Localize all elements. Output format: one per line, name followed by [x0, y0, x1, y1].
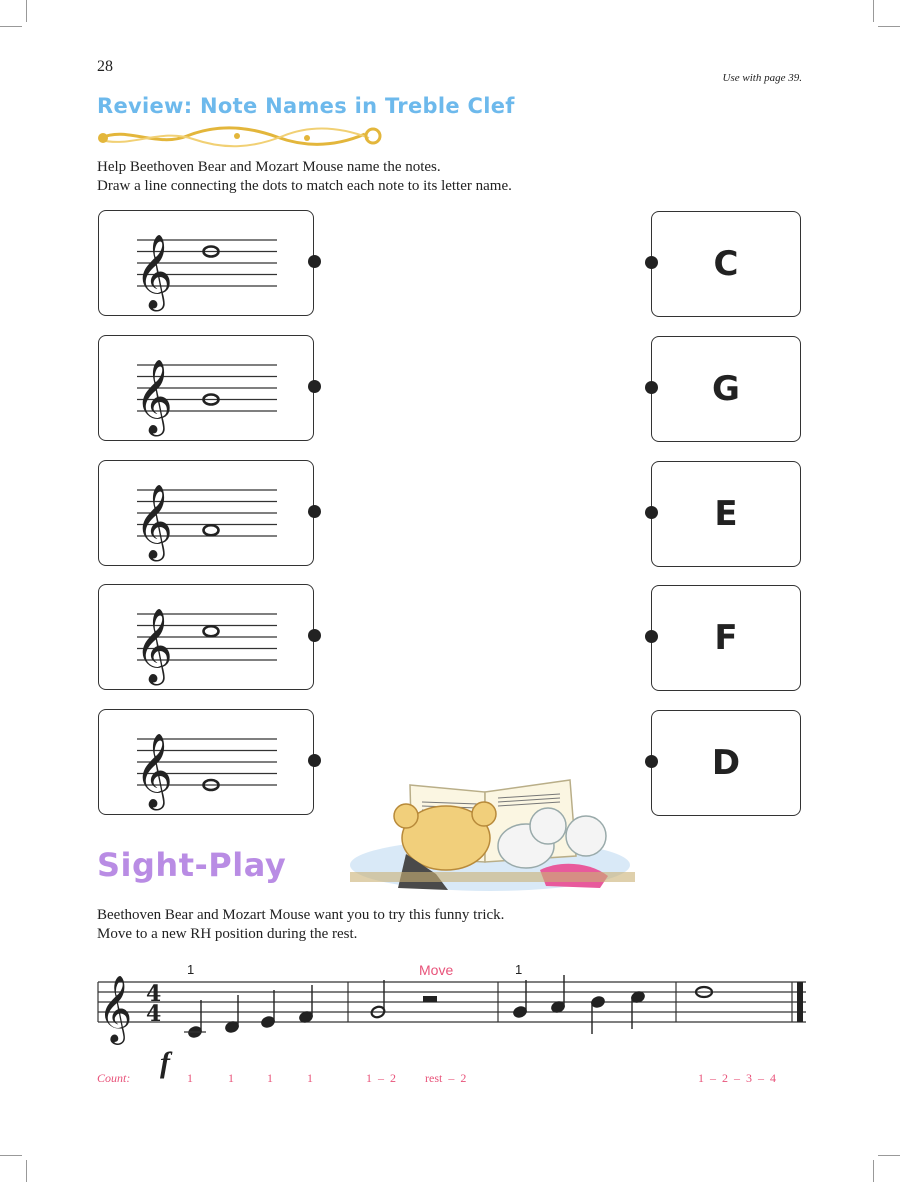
connect-dot[interactable] — [645, 630, 658, 643]
review-instructions — [97, 158, 512, 196]
final-bar-thick — [797, 982, 803, 1022]
connect-dot[interactable] — [308, 629, 321, 642]
count-beat: 1 — [267, 1071, 273, 1085]
whole-note — [204, 525, 219, 535]
crop-mark — [0, 1155, 22, 1156]
instruction-line: Beethoven Bear and Mozart Mouse want you to try this funny trick. — [97, 907, 505, 923]
crop-mark — [878, 1155, 900, 1156]
connect-dot[interactable] — [308, 380, 321, 393]
crop-mark — [878, 26, 900, 27]
whole-note — [204, 626, 219, 636]
staff-card — [98, 584, 314, 690]
staff-card — [98, 709, 314, 815]
half-rest — [423, 996, 437, 1002]
connect-dot[interactable] — [308, 505, 321, 518]
letter-card — [651, 336, 801, 442]
connect-dot[interactable] — [645, 256, 658, 269]
crop-mark — [26, 0, 27, 22]
count-beat: rest – 2 — [425, 1071, 467, 1085]
time-signature — [146, 981, 161, 1027]
letter-name: D — [711, 743, 741, 783]
staff-card — [98, 460, 314, 566]
letter-name: G — [712, 369, 740, 409]
treble-staff — [99, 461, 313, 565]
dynamic-marking: f — [160, 1046, 170, 1079]
treble-clef-icon: 𝄞 — [98, 974, 133, 1042]
treble-clef-icon: 𝄞 — [135, 734, 173, 808]
count-beat: 1 — [307, 1071, 313, 1085]
count-beat: 1 — [187, 1071, 193, 1085]
letter-card — [651, 211, 801, 317]
treble-clef-icon: 𝄞 — [135, 360, 173, 434]
svg-text:4: 4 — [146, 1001, 162, 1027]
connect-dot[interactable] — [645, 755, 658, 768]
letter-card — [651, 710, 801, 816]
sight-play-instructions — [97, 906, 504, 944]
crop-mark — [0, 26, 22, 27]
treble-staff — [99, 710, 313, 814]
page-reference: Use with page 39. — [722, 72, 802, 84]
letter-name: C — [713, 244, 739, 284]
letter-card — [651, 461, 801, 567]
treble-staff — [99, 211, 313, 315]
count-beat: 1 – 2 — [366, 1071, 396, 1085]
gold-flourish-ornament — [97, 124, 389, 150]
instruction-line: Help Beethoven Bear and Mozart Mouse name the notes. — [97, 159, 441, 175]
treble-staff — [99, 336, 313, 440]
instruction-line: Move to a new RH position during the rest. — [97, 926, 358, 942]
treble-clef-icon: 𝄞 — [135, 609, 173, 683]
svg-text:4: 4 — [146, 981, 162, 1007]
page-number: 28 — [97, 58, 113, 75]
connect-dot[interactable] — [308, 754, 321, 767]
count-label: Count: — [97, 1071, 131, 1085]
crop-mark — [873, 0, 874, 22]
count-beat: 1 – 2 – 3 – 4 — [698, 1071, 776, 1085]
fingering-number: 1 — [187, 962, 195, 977]
count-beat: 1 — [228, 1071, 234, 1085]
connect-dot[interactable] — [645, 506, 658, 519]
treble-clef-icon: 𝄞 — [135, 235, 173, 309]
crop-mark — [26, 1160, 27, 1182]
move-label: Move — [419, 962, 454, 978]
letter-card — [651, 585, 801, 691]
bear-and-mouse-illustration — [350, 770, 635, 895]
connect-dot[interactable] — [645, 381, 658, 394]
letter-name: F — [714, 618, 738, 658]
fingering-number: 1 — [515, 962, 523, 977]
treble-staff — [99, 585, 313, 689]
connect-dot[interactable] — [308, 255, 321, 268]
review-title: Review: Note Names in Treble Clef — [97, 94, 515, 118]
staff-card — [98, 210, 314, 316]
letter-name: E — [714, 494, 738, 534]
sight-play-title: Sight-Play — [97, 846, 287, 884]
instruction-line: Draw a line connecting the dots to match each note to its letter name. — [97, 178, 512, 194]
crop-mark — [873, 1160, 874, 1182]
staff-card — [98, 335, 314, 441]
treble-clef-icon: 𝄞 — [135, 485, 173, 559]
